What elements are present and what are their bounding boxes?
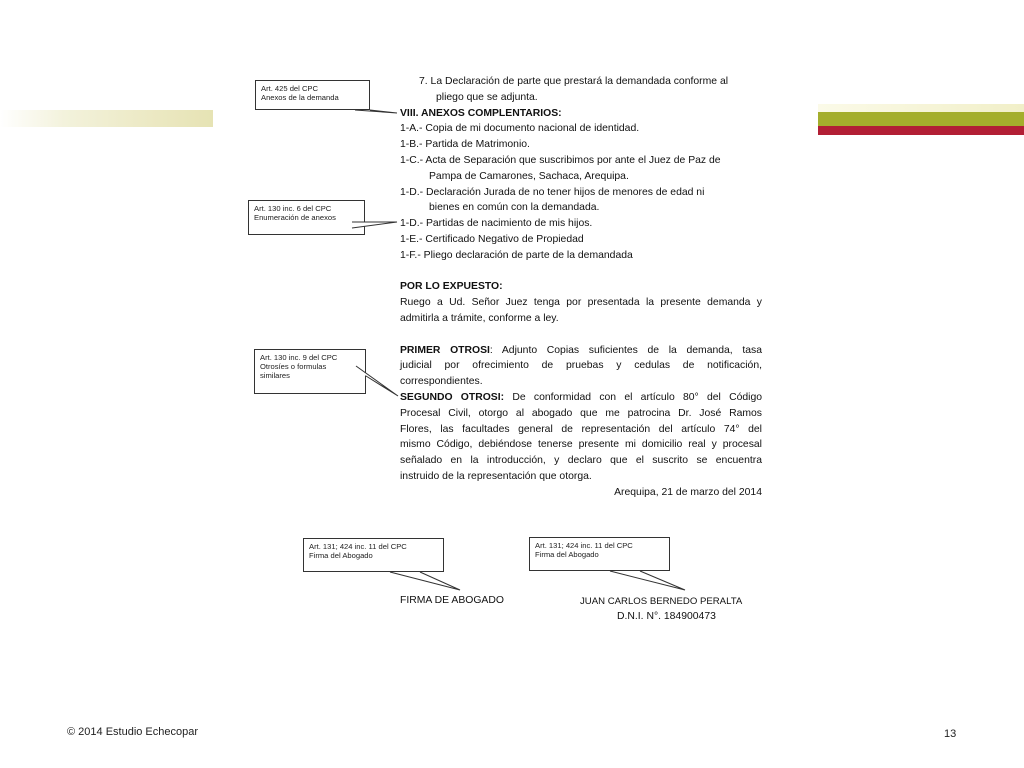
segundo-otrosi-line-2: Procesal Civil, otorgo al abogado que me patrocina Dr. José Ramos — [400, 407, 762, 419]
callout-pointer-4 — [390, 572, 460, 590]
decorative-bar-right-green — [818, 112, 1024, 126]
annex-item: 1-E.- Certificado Negativo de Propiedad — [400, 233, 584, 245]
firma-abogado-label: FIRMA DE ABOGADO — [400, 595, 504, 606]
callout-firma-abogado-right: Art. 131; 424 inc. 11 del CPC Firma del Abogado — [529, 537, 670, 571]
annex-item: 1-C.- Acta de Separación que suscribimos por ante el Juez de Paz de — [400, 154, 721, 166]
callout-pointer-1 — [355, 110, 397, 113]
primer-otrosi-label: PRIMER OTROSI — [400, 344, 490, 356]
page-number: 13 — [944, 728, 957, 740]
decorative-bar-left — [0, 110, 213, 127]
callout-art-130-inc-9: Art. 130 inc. 9 del CPC Otrosíes o formulas similares — [254, 349, 366, 394]
segundo-otrosi-label: SEGUNDO OTROSI: — [400, 391, 505, 403]
annex-item: 1-D.- Partidas de nacimiento de mis hijos. — [400, 218, 593, 230]
callout-firma-abogado-left: Art. 131; 424 inc. 11 del CPC Firma del Abogado — [303, 538, 444, 572]
legal-document-body — [400, 74, 762, 501]
primer-otrosi-line-1: PRIMER OTROSI: Adjunto Copias suficientes de la demanda, tasa — [400, 344, 762, 356]
date-line: Arequipa, 21 de marzo del 2014 — [614, 486, 762, 498]
signer-dni: D.N.I. N°. 184900473 — [617, 611, 716, 622]
annex-item: 1-B.- Partida de Matrimonio. — [400, 139, 530, 151]
segundo-otrosi-line-1: SEGUNDO OTROSI: De conformidad con el artículo 80° del Código — [400, 391, 763, 403]
por-lo-expuesto-text: Ruego a Ud. Señor Juez tenga por presentada la presente demanda y — [400, 297, 762, 309]
segundo-otrosi-line-3: Flores, las facultades general de representación del artículo 74° del — [400, 423, 762, 435]
callout-art-425: Art. 425 del CPC Anexos de la demanda — [255, 80, 370, 110]
callout-art-130-inc-6: Art. 130 inc. 6 del CPC Enumeración de anexos — [248, 200, 365, 235]
segundo-otrosi-line-5: señalado en la introducción, y declaro que el suscrito se encuentra — [400, 455, 762, 467]
annex-item: 1-A.- Copia de mi documento nacional de identidad. — [400, 123, 640, 135]
decorative-bar-right-cream — [818, 104, 1024, 112]
item-7-line-1: 7. La Declaración de parte que prestará la demandada conforme al — [419, 76, 729, 87]
callout-pointer-5 — [610, 571, 685, 590]
segundo-otrosi-line-4: mismo Código, debiéndose tenerse presente mi domicilio real y procesal — [400, 439, 762, 451]
annex-item: 1-D.- Declaración Jurada de no tener hijos de menores de edad ni — [400, 186, 705, 198]
primer-otrosi-line-2: judicial por ofrecimiento de pruebas y cedulas de notificación, — [400, 360, 762, 372]
annex-item: 1-F.- Pliego declaración de parte de la demandada — [400, 249, 633, 261]
signer-name: JUAN CARLOS BERNEDO PERALTA — [580, 596, 743, 607]
segundo-otrosi-line-6: instruido de la representación que otorga. — [400, 470, 592, 482]
por-lo-expuesto-text: admitirla a trámite, conforme a ley. — [400, 312, 559, 324]
annex-item-continuation: Pampa de Camarones, Sachaca, Arequipa. — [429, 170, 629, 182]
por-lo-expuesto-title: POR LO EXPUESTO: — [400, 281, 503, 293]
decorative-bar-right-red — [818, 126, 1024, 135]
item-7-line-2: pliego que se adjunta. — [436, 91, 538, 103]
annex-item-continuation: bienes en común con la demandada. — [429, 202, 600, 214]
primer-otrosi-line-3: correspondientes. — [400, 376, 483, 388]
footer-copyright: © 2014 Estudio Echecopar — [67, 726, 199, 738]
section-8-title: VIII. ANEXOS COMPLENTARIOS: — [400, 107, 562, 119]
